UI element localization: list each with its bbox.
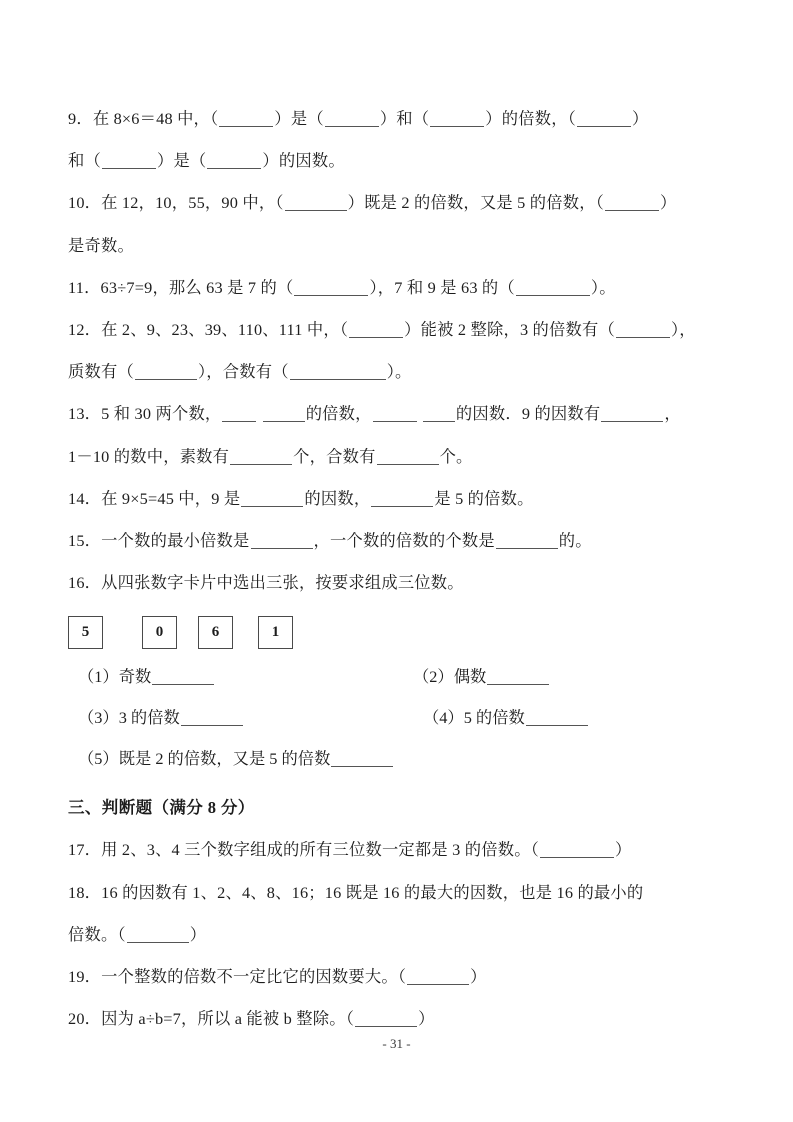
answer-blank[interactable] xyxy=(331,751,393,767)
question-text: 是 5 的倍数。 xyxy=(434,488,534,508)
question-text: ），合数有（ xyxy=(197,362,289,382)
number-card-5[interactable]: 5 xyxy=(68,616,103,649)
worksheet-content xyxy=(68,98,728,1040)
question-text: 20．因为 a÷b=7，所以 a 能被 b 整除。（ xyxy=(68,1009,355,1029)
answer-blank[interactable] xyxy=(616,322,670,338)
question-q10 xyxy=(68,182,728,224)
question-q9 xyxy=(68,98,728,140)
question-text: ），7 和 9 是 63 的（ xyxy=(369,277,515,297)
answer-blank[interactable] xyxy=(601,406,663,422)
question-text: ）。 xyxy=(386,362,412,382)
question-text: 14．在 9×5=45 中，9 是 xyxy=(68,488,241,508)
question-text: ）， xyxy=(670,320,696,340)
question-text: 的。 xyxy=(558,531,592,551)
answer-blank[interactable] xyxy=(294,280,368,296)
question-q9-cont xyxy=(68,140,728,182)
question-text: 15．一个数的最小倍数是 xyxy=(68,531,250,551)
answer-blank[interactable] xyxy=(230,449,292,465)
answer-blank[interactable] xyxy=(487,669,549,685)
answer-blank[interactable] xyxy=(407,969,469,985)
question-q15 xyxy=(68,520,728,562)
judgement-q20 xyxy=(68,998,728,1040)
answer-blank[interactable] xyxy=(152,669,214,685)
question-text: ）。 xyxy=(590,277,616,297)
answer-blank[interactable] xyxy=(222,406,256,422)
answer-blank[interactable] xyxy=(373,406,417,422)
answer-blank[interactable] xyxy=(251,533,313,549)
answer-blank[interactable] xyxy=(349,322,403,338)
question-text: 是奇数。 xyxy=(68,235,134,255)
question-text: （4）5 的倍数 xyxy=(423,708,525,728)
number-card-6[interactable]: 6 xyxy=(198,616,233,649)
question-text: （2）偶数 xyxy=(413,667,487,687)
question-q16 xyxy=(68,562,728,604)
question16-subitem-row xyxy=(68,656,728,697)
question16-subitems xyxy=(68,656,728,738)
question-text: ）的因数。 xyxy=(262,151,345,171)
answer-blank[interactable] xyxy=(285,195,347,211)
answer-blank[interactable] xyxy=(290,364,386,380)
subitem-right xyxy=(413,656,550,697)
question-text: ，一个数的倍数的个数是 xyxy=(313,531,495,551)
question-q10-cont xyxy=(68,225,728,267)
answer-blank[interactable] xyxy=(605,195,659,211)
question-text: ， xyxy=(664,404,681,424)
answer-blank[interactable] xyxy=(241,491,303,507)
answer-blank[interactable] xyxy=(496,533,558,549)
question-text: （1）奇数 xyxy=(78,667,152,687)
number-card-1[interactable]: 1 xyxy=(258,616,293,649)
answer-blank[interactable] xyxy=(526,710,588,726)
question-text: 的倍数， xyxy=(305,404,372,424)
question-text: 16．从四张数字卡片中选出三张，按要求组成三位数。 xyxy=(68,573,464,593)
question-q11 xyxy=(68,267,728,309)
question-text: ）是（ xyxy=(274,109,324,128)
question-text: ）是（ xyxy=(156,151,207,171)
answer-blank[interactable] xyxy=(377,449,439,465)
question-text: ）能被 2 整除，3 的倍数有（ xyxy=(404,320,615,340)
answer-blank[interactable] xyxy=(207,153,261,169)
question-text: ） xyxy=(189,924,207,944)
answer-blank[interactable] xyxy=(430,111,484,127)
number-card-0[interactable]: 0 xyxy=(142,616,177,649)
question16-subitem-row xyxy=(68,697,728,738)
subitem-right xyxy=(423,697,589,738)
answer-blank[interactable] xyxy=(516,280,590,296)
question-text: 个，合数有 xyxy=(293,446,376,466)
question-q13-cont xyxy=(68,436,728,478)
answer-blank[interactable] xyxy=(355,1011,417,1027)
question-text: 的因数．9 的因数有 xyxy=(455,404,601,424)
answer-blank[interactable] xyxy=(577,111,631,127)
question-text: 18．16 的因数有 1、2、4、8、16；16 既是 16 的最大的因数，也是 16 的最小的 xyxy=(68,882,644,902)
answer-blank[interactable] xyxy=(325,111,379,127)
question-text: ） xyxy=(632,109,649,128)
question-q12 xyxy=(68,309,728,351)
judgement-q19 xyxy=(68,956,728,998)
question-text: 的因数， xyxy=(304,488,371,508)
question-text: 倍数。（ xyxy=(68,924,126,944)
number-card-row xyxy=(68,610,728,654)
question-text: ） xyxy=(660,193,677,213)
question-text: 个。 xyxy=(439,446,473,466)
question-text xyxy=(418,404,422,423)
answer-blank[interactable] xyxy=(263,406,305,422)
question-q13 xyxy=(68,393,728,435)
answer-blank[interactable] xyxy=(181,710,243,726)
answer-blank[interactable] xyxy=(371,491,433,507)
question-text xyxy=(257,404,261,423)
question-text: ） xyxy=(615,840,632,860)
question-q14 xyxy=(68,478,728,520)
judgement-q17 xyxy=(68,829,728,871)
answer-blank[interactable] xyxy=(127,927,189,943)
subitem-left xyxy=(68,697,244,738)
judgement-q18-cont xyxy=(68,914,728,956)
answer-blank[interactable] xyxy=(540,842,614,858)
answer-blank[interactable] xyxy=(102,153,156,169)
question-text: 19．一个整数的倍数不一定比它的因数要大。（ xyxy=(68,967,407,987)
question-text: （5）既是 2 的倍数，又是 5 的倍数 xyxy=(78,749,331,769)
question-text: 1－10 的数中，素数有 xyxy=(68,446,230,466)
question-text: 17．用 2、3、4 三个数字组成的所有三位数一定都是 3 的倍数。（ xyxy=(68,840,540,860)
question-text: （3）3 的倍数 xyxy=(78,708,180,728)
question16-subitem-5 xyxy=(68,738,728,779)
question-text: 13．5 和 30 两个数， xyxy=(68,404,222,424)
question-text: ） xyxy=(418,1009,435,1029)
question-text: 10．在 12，10，55，90 中，（ xyxy=(68,193,284,213)
question-text: ） xyxy=(470,967,487,987)
judgement-questions xyxy=(68,829,728,1040)
question-q12-cont xyxy=(68,351,728,393)
question-text: 12．在 2、9、23、39、110、111 中，（ xyxy=(68,320,349,340)
subitem-5-text xyxy=(68,738,394,779)
fill-in-blank-questions xyxy=(68,98,728,604)
page-number-footer: - 31 - xyxy=(382,1036,411,1051)
subitem-left xyxy=(68,656,215,697)
question-text: ）和（ xyxy=(379,109,430,128)
question-text: 和（ xyxy=(68,151,101,171)
question-text: 11．63÷7=9，那么 63 是 7 的（ xyxy=(68,277,294,297)
answer-blank[interactable] xyxy=(135,364,197,380)
question-text: 质数有（ xyxy=(68,362,134,382)
answer-blank[interactable] xyxy=(423,406,455,422)
question-text: ）既是 2 的倍数，又是 5 的倍数，（ xyxy=(347,193,605,213)
judgement-q18 xyxy=(68,872,728,914)
question-text: ）的倍数，（ xyxy=(485,109,577,128)
section-heading-judgement: 三、判断题（满分 8 分） xyxy=(68,798,255,818)
answer-blank[interactable] xyxy=(219,111,273,127)
question-text: 9．在 8×6＝48 中，（ xyxy=(68,109,219,128)
